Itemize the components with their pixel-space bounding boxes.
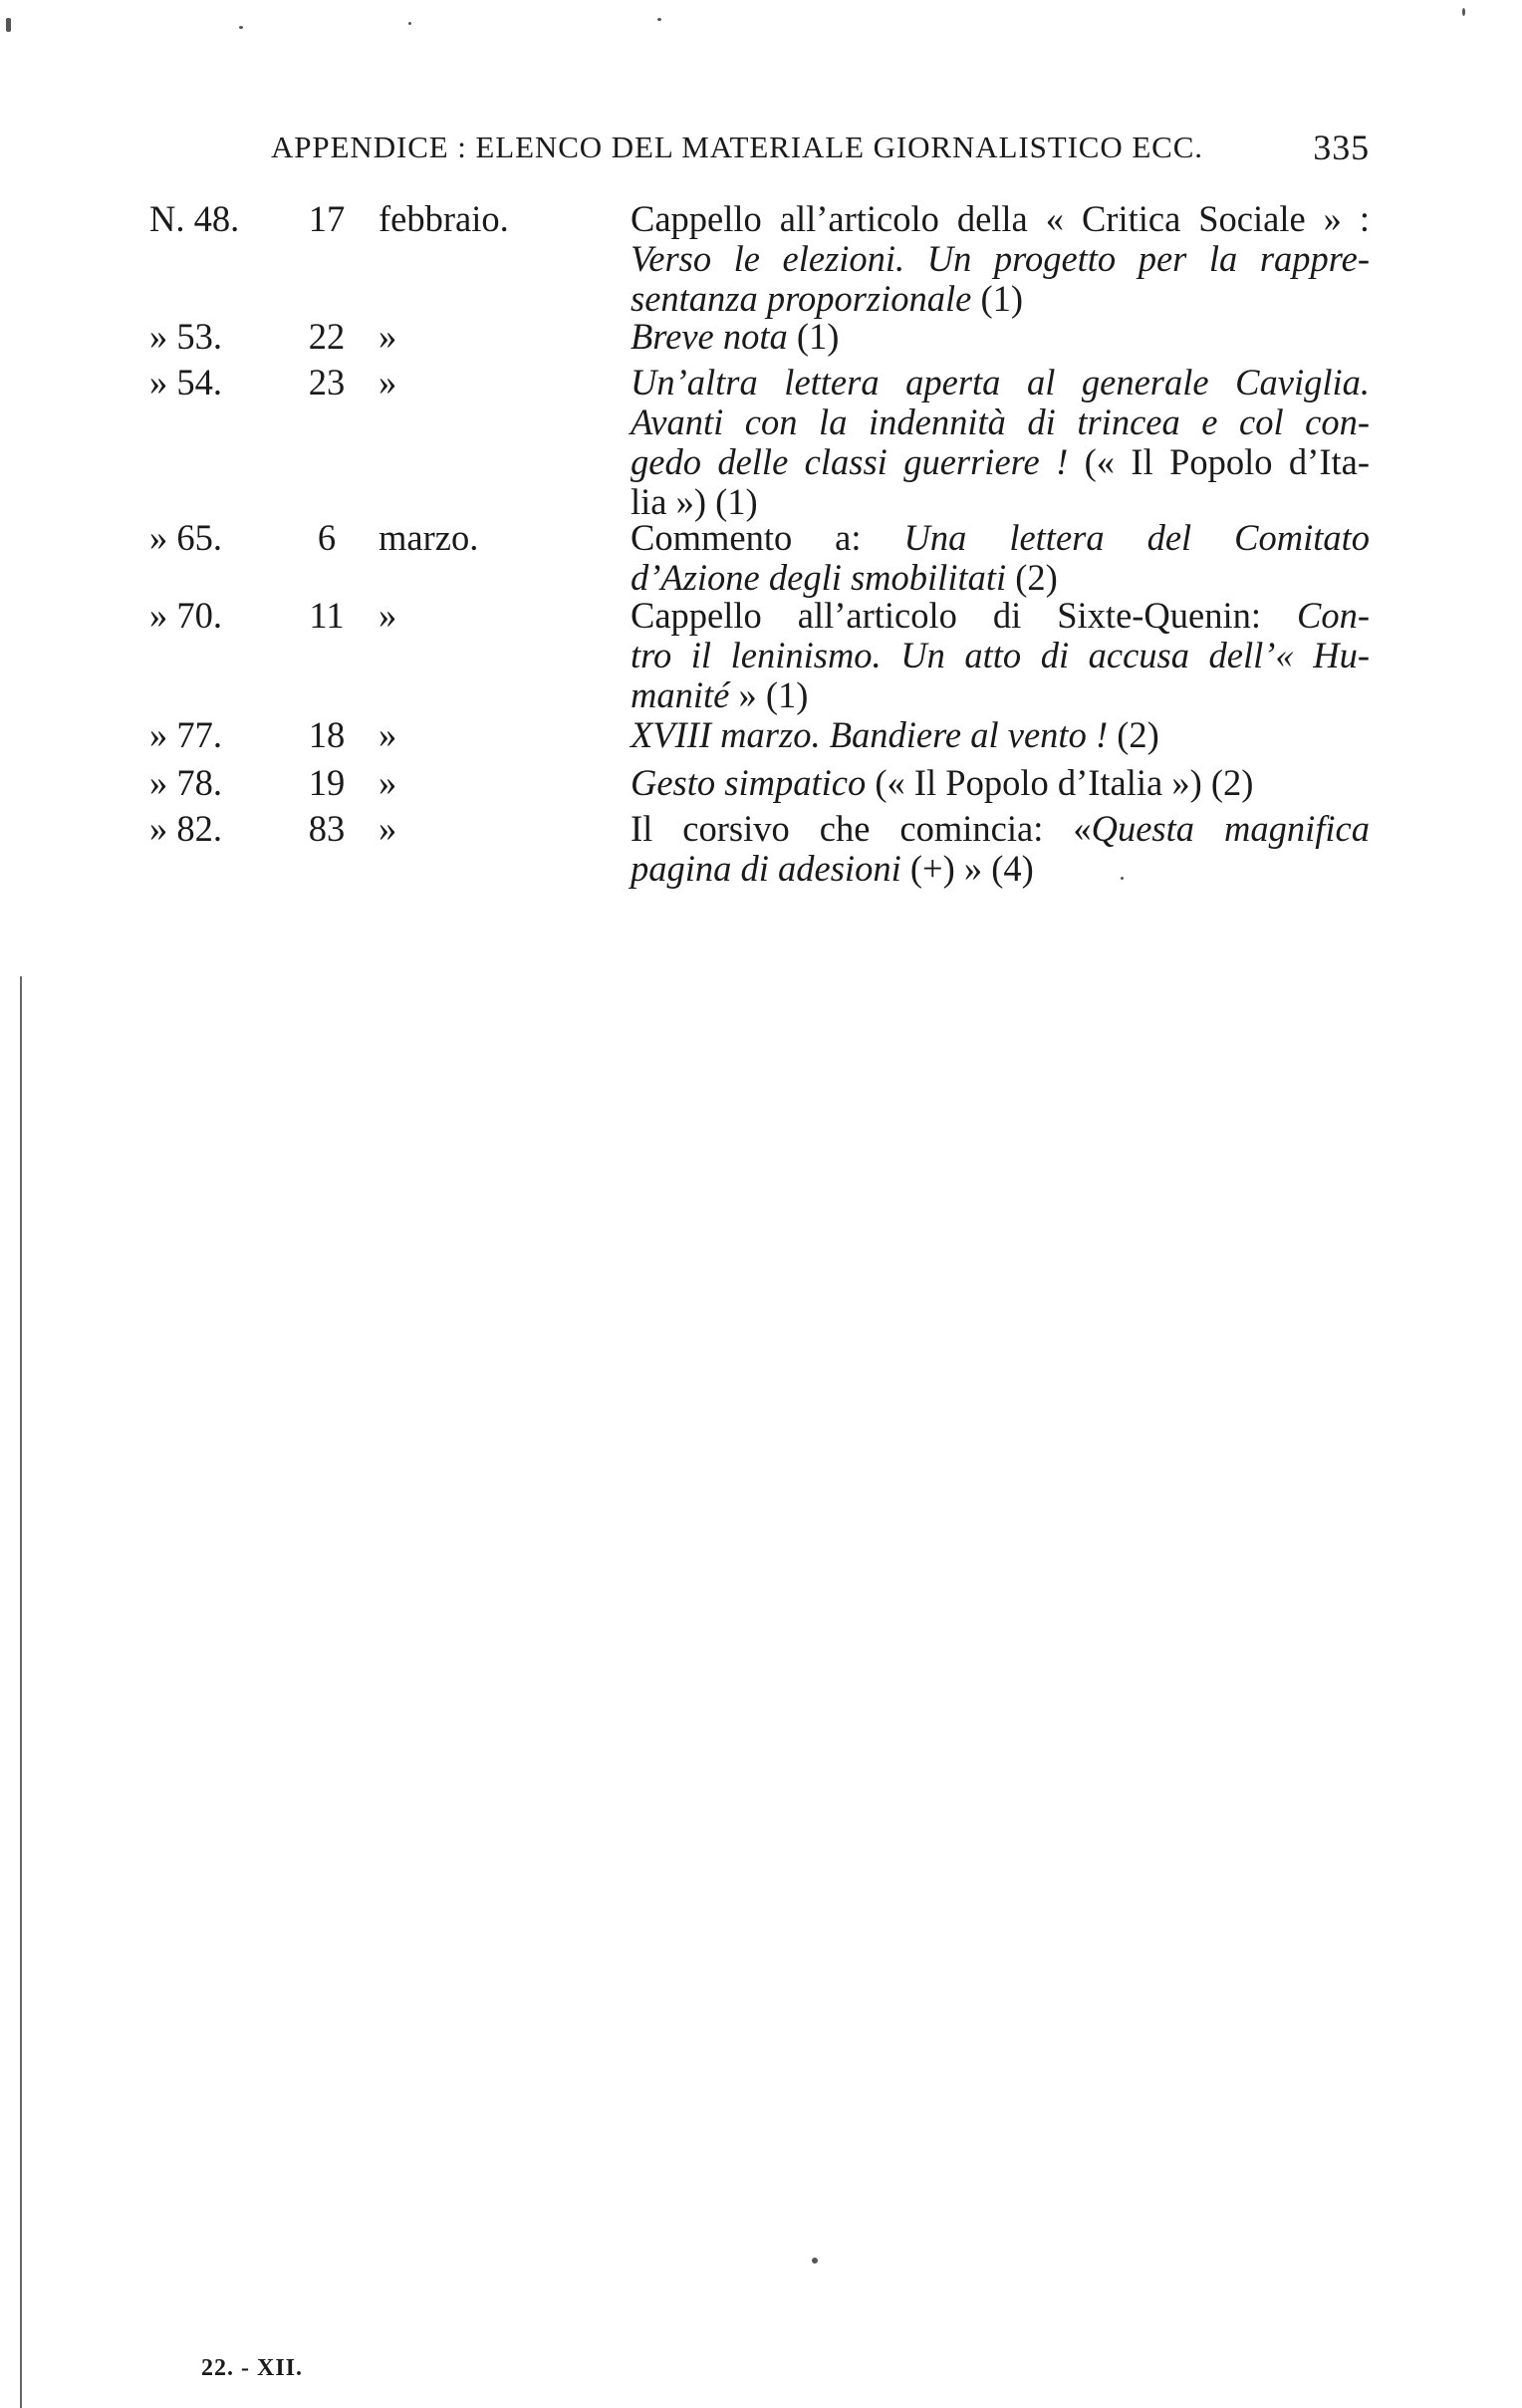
description-line xyxy=(631,763,1370,803)
entry-number: » 82. xyxy=(149,808,222,849)
italic-title-text: Breve nota xyxy=(631,316,788,357)
entry-month: febbraio. xyxy=(379,198,509,239)
italic-title-text: tro il leninismo. Un atto di accusa dell’« Hu- xyxy=(631,635,1370,675)
entry-day: 17 xyxy=(308,198,346,239)
description-line xyxy=(631,482,1370,522)
roman-text: (« Il Popolo d’Ita- xyxy=(1068,441,1370,482)
description-line xyxy=(631,363,1370,402)
entry-description xyxy=(631,763,1370,803)
italic-title-text: gedo delle classi guerriere ! xyxy=(631,441,1069,482)
scan-edge-line xyxy=(20,976,22,2408)
italic-title-text: Con- xyxy=(1297,595,1370,636)
italic-title-text: Gesto simpatico xyxy=(631,762,867,803)
entry-month: » xyxy=(379,316,397,357)
entry-description xyxy=(631,809,1370,889)
roman-text: (2) xyxy=(1006,557,1058,598)
description-line xyxy=(631,317,1370,357)
description-line xyxy=(631,849,1370,889)
italic-title-text: manité xyxy=(631,674,730,715)
scan-speck xyxy=(812,2258,818,2264)
entry-number: » 53. xyxy=(149,316,222,357)
scan-speck xyxy=(6,18,11,32)
description-line xyxy=(631,442,1370,482)
entry-description xyxy=(631,596,1370,715)
roman-text: Cappello all’articolo della « Critica Sociale » : xyxy=(631,198,1370,239)
italic-title-text: Avanti con la indennità di trincea e col con- xyxy=(631,401,1370,442)
running-head-title: APPENDICE : ELENCO DEL MATERIALE GIORNALISTICO ECC. xyxy=(271,130,1203,164)
roman-text: Cappello all’articolo di Sixte-Quenin: xyxy=(631,595,1297,636)
entry-number: » 54. xyxy=(149,362,222,402)
italic-title-text: Un’altra lettera aperta al generale Caviglia. xyxy=(631,362,1370,402)
entry-month: » xyxy=(379,714,397,755)
entry-description xyxy=(631,518,1370,598)
entry-day: 23 xyxy=(308,362,346,402)
entry-number: N. 48. xyxy=(149,198,240,239)
scan-speck xyxy=(1462,8,1465,16)
roman-text: (« Il Popolo d’Italia ») (2) xyxy=(866,762,1254,803)
entry-month: » xyxy=(379,362,397,402)
roman-text: (2) xyxy=(1108,714,1159,755)
scan-speck xyxy=(408,22,411,25)
italic-title-text: d’Azione degli smobilitati xyxy=(631,557,1007,598)
description-line xyxy=(631,518,1370,558)
description-line xyxy=(631,809,1370,849)
entry-number: » 77. xyxy=(149,714,222,755)
page-number: 335 xyxy=(1313,128,1370,167)
italic-title-text: Verso le elezioni. Un progetto per la rappre- xyxy=(631,238,1370,279)
description-line xyxy=(631,558,1370,598)
entry-number: » 78. xyxy=(149,762,222,803)
entry-day: 6 xyxy=(317,517,337,558)
roman-text: lia ») (1) xyxy=(631,481,758,522)
entry-number: » 70. xyxy=(149,595,222,636)
description-line xyxy=(631,279,1370,319)
entry-month: » xyxy=(379,808,397,849)
roman-text: (+) » (4) xyxy=(900,848,1034,889)
entry-day: 22 xyxy=(308,316,346,357)
entry-day: 18 xyxy=(308,714,346,755)
entry-description xyxy=(631,715,1370,755)
description-line xyxy=(631,715,1370,755)
roman-text: Commento a: xyxy=(631,517,904,558)
roman-text: » (1) xyxy=(729,674,809,715)
entry-day: 83 xyxy=(308,808,346,849)
description-line xyxy=(631,402,1370,442)
italic-title-text: sentanza proporzionale xyxy=(631,278,972,319)
entry-description xyxy=(631,199,1370,319)
entry-month: » xyxy=(379,595,397,636)
italic-title-text: Una lettera del Comitato xyxy=(903,517,1371,558)
italic-title-text: Questa magnifica xyxy=(1091,808,1371,849)
roman-text: (1) xyxy=(971,278,1024,319)
roman-text: Il corsivo che comincia: « xyxy=(631,808,1092,849)
description-line xyxy=(631,636,1370,675)
description-line xyxy=(631,199,1370,239)
roman-text: (1) xyxy=(787,316,840,357)
signature-mark: 22. - XII. xyxy=(201,2355,304,2381)
entry-number: » 65. xyxy=(149,517,222,558)
description-line xyxy=(631,675,1370,715)
entry-month: marzo. xyxy=(379,517,479,558)
description-line xyxy=(631,239,1370,279)
entry-day: 19 xyxy=(308,762,346,803)
entry-day: 11 xyxy=(309,595,345,636)
scan-speck xyxy=(657,18,661,21)
entry-month: » xyxy=(379,762,397,803)
italic-title-text: pagina di adesioni xyxy=(631,848,901,889)
scan-speck xyxy=(239,26,243,29)
entry-description xyxy=(631,363,1370,522)
entry-description xyxy=(631,317,1370,357)
italic-title-text: XVIII marzo. Bandiere al vento ! xyxy=(631,714,1109,755)
description-line xyxy=(631,596,1370,636)
